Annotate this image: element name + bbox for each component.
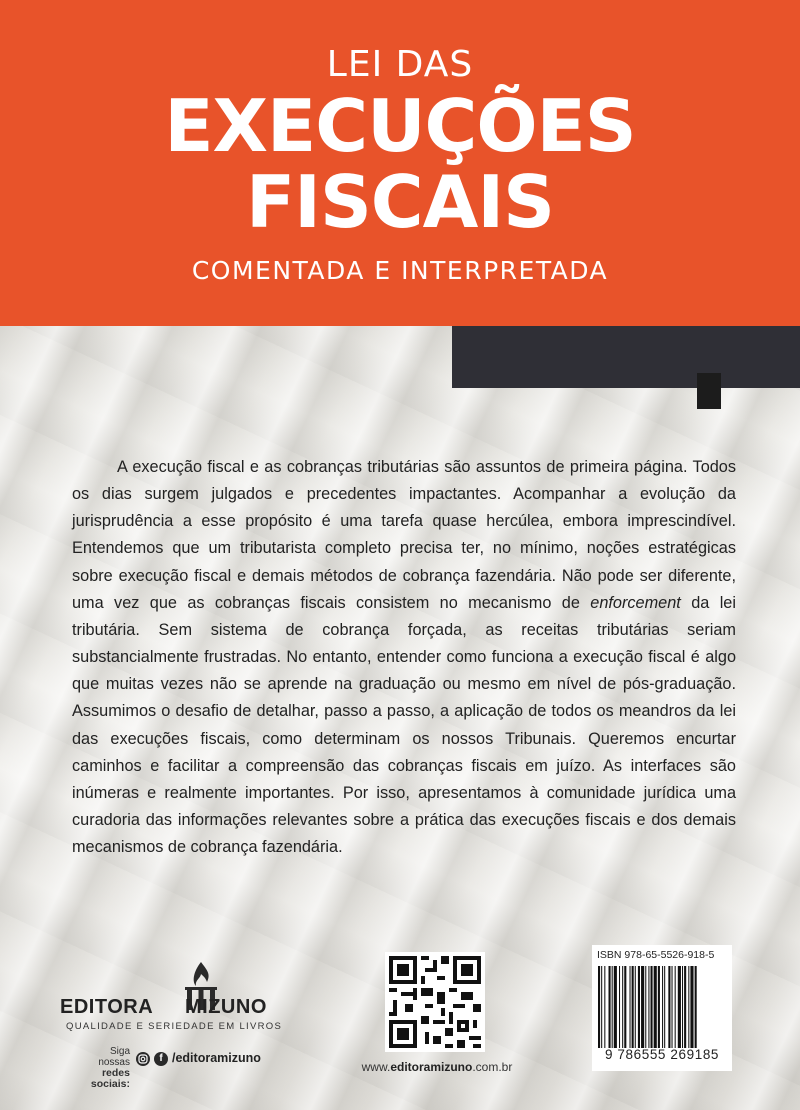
barcode-bar (638, 966, 640, 1048)
publisher-name-part1: EDITORA (60, 996, 154, 1018)
barcode-bar (684, 966, 686, 1048)
barcode-bar (622, 966, 623, 1048)
isbn-digits: 9 786555 269185 (604, 1047, 720, 1062)
social-label-line2: redes sociais: (90, 1067, 130, 1090)
website-suffix: .com.br (472, 1060, 513, 1074)
synopsis-paragraph (72, 454, 736, 861)
barcode-bar (601, 966, 602, 1048)
isbn-label: ISBN 978-65-5526-918-5 (597, 949, 715, 961)
barcode-bar (624, 966, 626, 1048)
title-line-3: FISCAIS (245, 160, 555, 244)
barcode-bar (675, 966, 676, 1048)
title-line-2: EXECUÇÕES (164, 84, 636, 168)
barcode-bar (662, 966, 663, 1048)
dark-accent-bar (452, 326, 800, 388)
qr-code (385, 952, 485, 1052)
barcode-bar (688, 966, 689, 1048)
barcode (592, 945, 732, 1071)
publisher-tagline: QUALIDADE E SERIEDADE EM LIVROS (66, 1021, 283, 1032)
synopsis-italic-term: enforcement (590, 593, 681, 612)
website[interactable] (352, 1060, 522, 1074)
barcode-bars (596, 966, 728, 1048)
social-label-line1: Siga nossas (98, 1046, 130, 1068)
instagram-icon[interactable] (136, 1052, 150, 1066)
publisher-name-part2: MIZUNO (185, 996, 267, 1018)
title-banner (0, 0, 800, 326)
barcode-bar (609, 966, 611, 1048)
barcode-bar (664, 966, 665, 1048)
barcode-bar (630, 966, 631, 1048)
barcode-bar (672, 966, 673, 1048)
barcode-bar (678, 966, 681, 1048)
barcode-bar (682, 966, 683, 1048)
synopsis-text-cont: da lei tributária. Sem sistema de cobrança forçada, as receitas tributárias seriam substancialmente frustradas. No entanto, entender como funciona a execução fiscal é algo que muitas vezes não se aprende na graduação ou mesmo em nível de pós-graduação. Assumimos o desafio de detalhar, passo a passo, a aplicação de todos os meandros da lei das execuções fiscais, como determinam os nossos Tribunais. Queremos encurtar caminhos e facilitar a compreensão das cobranças fiscais em juízo. As interfaces são inúmeras e realmente importantes. Por isso, apresentamos à comunidade jurídica uma curadoria das informações relevantes sobre a prática das execuções fiscais e dos demais mecanismos de cobrança fazendária. (72, 593, 736, 857)
synopsis (72, 454, 736, 861)
social-handle[interactable]: /editoramizuno (172, 1051, 261, 1065)
barcode-bar (598, 966, 600, 1048)
facebook-icon[interactable]: f (154, 1052, 168, 1066)
publisher-logo (60, 960, 283, 1040)
barcode-bar (668, 966, 670, 1048)
website-domain: editoramizuno (390, 1060, 473, 1074)
barcode-bar (619, 966, 620, 1048)
barcode-bar (632, 966, 634, 1048)
barcode-bar (651, 966, 653, 1048)
barcode-bar (648, 966, 649, 1048)
barcode-bar (658, 966, 660, 1048)
barcode-bar (645, 966, 646, 1048)
subtitle: COMENTADA E INTERPRETADA (191, 256, 609, 285)
social-label (76, 1046, 130, 1090)
barcode-bar (635, 966, 636, 1048)
black-mark (697, 373, 721, 409)
barcode-bar (641, 966, 644, 1048)
synopsis-text: A execução fiscal e as cobranças tributárias são assuntos de primeira página. Todos os dias surgem julgados e precedentes impactantes. Acompanhar a evolução da jurisprudência a esse propósito é uma tarefa quase hercúlea, embora imprescindível. Entendemos que um tributarista completo precisa ter, no mínimo, noções estratégicas sobre execução fiscal e demais métodos de cobrança fazendária. Não pode ser diferente, uma vez que as cobranças fiscais consistem no mecanismo de (72, 458, 736, 612)
barcode-bar (654, 966, 657, 1048)
title-line-1: LEI DAS (326, 44, 474, 85)
barcode-bar (614, 966, 617, 1048)
social-links (76, 1046, 296, 1090)
barcode-bar (604, 966, 605, 1048)
barcode-bar (695, 966, 697, 1048)
barcode-bar (690, 966, 693, 1048)
website-prefix: www. (361, 1060, 391, 1074)
barcode-bar (612, 966, 613, 1048)
